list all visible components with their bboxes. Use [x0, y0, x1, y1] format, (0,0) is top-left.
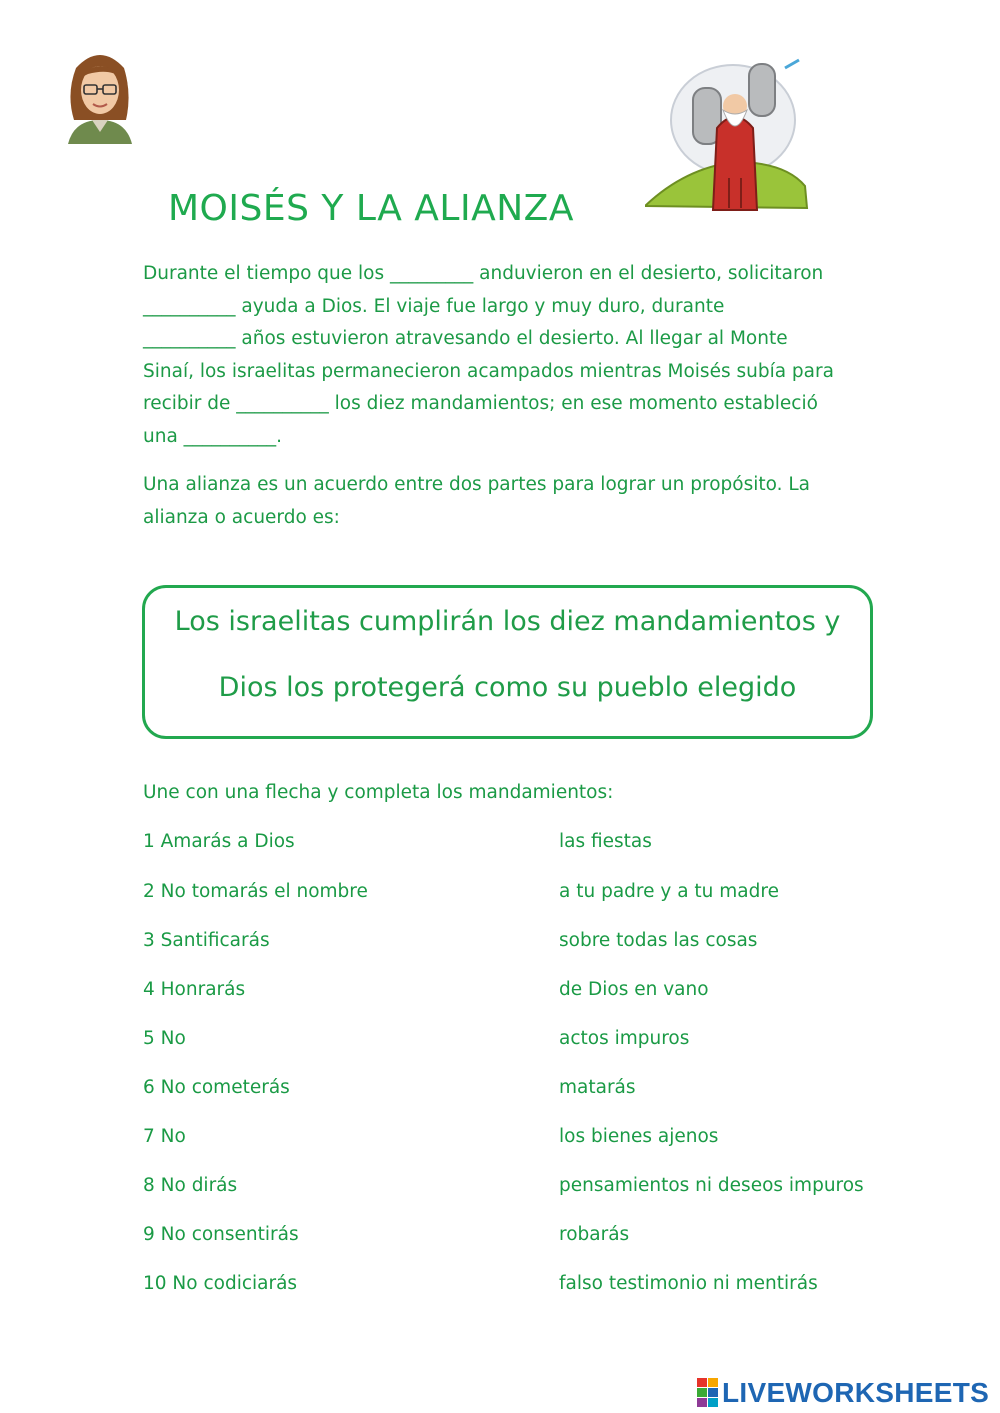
commandment-ending[interactable]: actos impuros — [559, 1028, 690, 1049]
paragraph-line: Durante el tiempo que los _________ anduvieron en el desierto, solicitaron — [143, 263, 824, 284]
commandment-start[interactable]: 6 No cometerás — [143, 1077, 290, 1098]
commandment-ending[interactable]: matarás — [559, 1077, 636, 1098]
paragraph-line: __________ años estuvieron atravesando el desierto. Al llegar al Monte — [143, 328, 788, 350]
teacher-avatar-image — [60, 48, 140, 144]
commandment-ending[interactable]: pensamientos ni deseos impuros — [559, 1175, 864, 1196]
commandment-start[interactable]: 2 No tomarás el nombre — [143, 881, 368, 902]
liveworksheets-blocks-icon — [697, 1378, 719, 1408]
commandment-ending[interactable]: las fiestas — [559, 831, 652, 852]
matching-instruction: Une con una flecha y completa los mandamientos: — [143, 782, 614, 803]
alliance-box — [142, 585, 873, 739]
commandment-start[interactable]: 7 No — [143, 1126, 186, 1147]
paragraph-line: Sinaí, los israelitas permanecieron acampados mientras Moisés subía para — [143, 360, 834, 382]
fill-in-paragraph — [143, 258, 863, 454]
commandment-start[interactable]: 1 Amarás a Dios — [143, 831, 295, 852]
liveworksheets-logo — [697, 1376, 989, 1410]
commandment-ending[interactable]: sobre todas las cosas — [559, 930, 758, 951]
logo-text: LIVEWORKSHEETS — [722, 1377, 990, 1408]
alliance-definition-paragraph — [143, 469, 863, 534]
commandment-start[interactable]: 3 Santificarás — [143, 930, 270, 951]
commandment-ending[interactable]: de Dios en vano — [559, 979, 709, 1000]
moses-tablets-image — [645, 58, 810, 218]
commandment-ending[interactable]: los bienes ajenos — [559, 1126, 719, 1147]
commandment-start[interactable]: 10 No codiciarás — [143, 1273, 298, 1294]
commandment-ending[interactable]: robarás — [559, 1224, 630, 1245]
paragraph-line: Una alianza es un acuerdo entre dos partes para lograr un propósito. La — [143, 474, 811, 495]
paragraph-line: alianza o acuerdo es: — [143, 506, 340, 528]
page-title: MOISÉS Y LA ALIANZA — [168, 188, 574, 229]
paragraph-line: __________ ayuda a Dios. El viaje fue largo y muy duro, durante — [143, 295, 725, 317]
commandment-start[interactable]: 9 No consentirás — [143, 1224, 299, 1245]
alliance-box-line: Los israelitas cumplirán los diez mandamientos y — [174, 606, 841, 637]
commandment-ending[interactable]: falso testimonio ni mentirás — [559, 1273, 818, 1294]
paragraph-line: una __________. — [143, 425, 283, 447]
commandment-start[interactable]: 5 No — [143, 1028, 186, 1049]
paragraph-line: recibir de __________ los diez mandamientos; en ese momento estableció — [143, 393, 818, 415]
commandment-start[interactable]: 4 Honrarás — [143, 979, 246, 1000]
commandment-ending[interactable]: a tu padre y a tu madre — [559, 881, 779, 902]
alliance-box-line: Dios los protegerá como su pueblo elegido — [218, 672, 797, 703]
commandment-start[interactable]: 8 No dirás — [143, 1175, 238, 1196]
